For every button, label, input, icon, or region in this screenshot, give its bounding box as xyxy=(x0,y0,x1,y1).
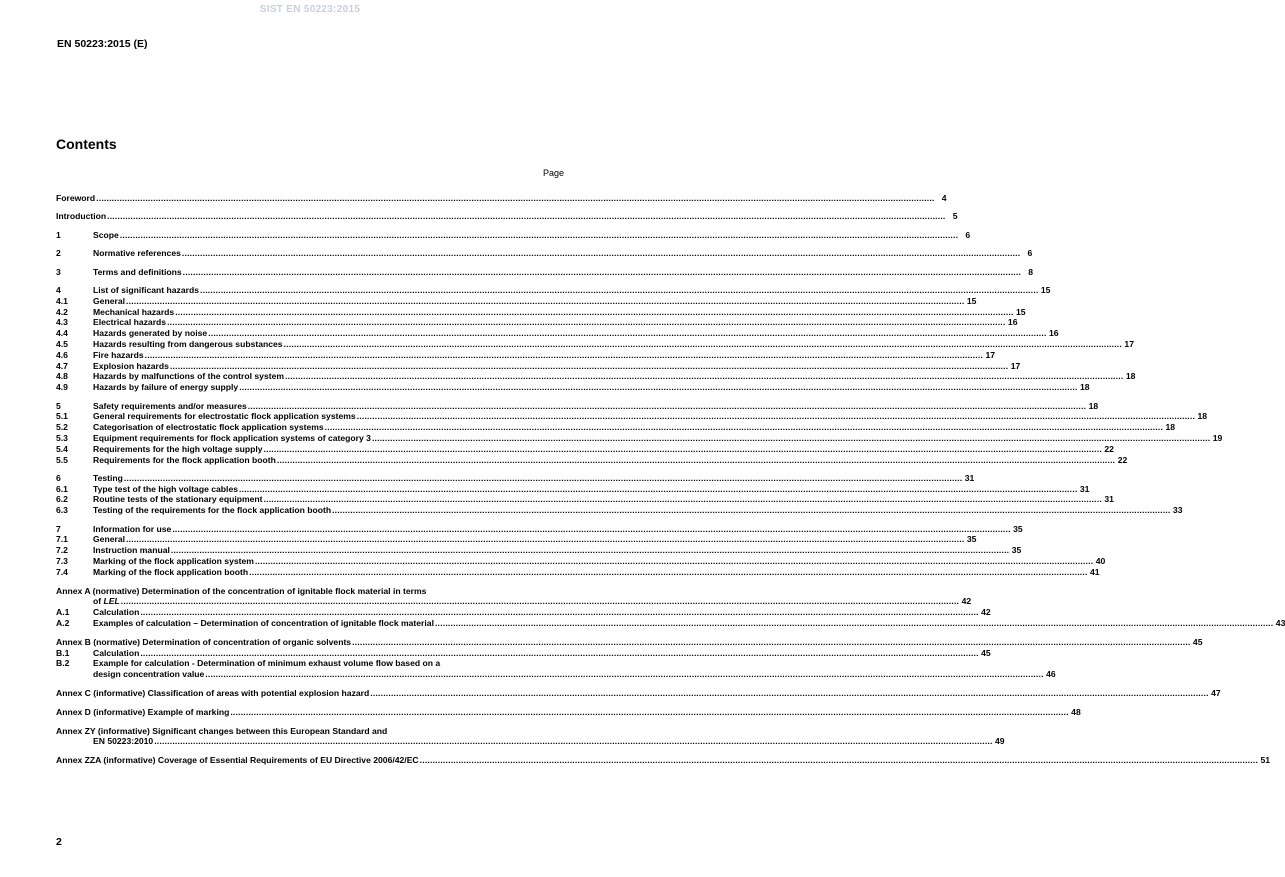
toc-page: 42 xyxy=(981,607,991,618)
toc-page: 45 xyxy=(1192,636,1203,647)
toc-title: Hazards generated by noise xyxy=(93,328,208,339)
toc-title: Routine tests of the stationary equipment xyxy=(93,494,263,505)
toc-title: Annex D (informative) Example of marking xyxy=(56,706,230,717)
dot-leader xyxy=(120,230,958,241)
dot-leader xyxy=(357,411,1195,422)
toc-number: 5.2 xyxy=(56,422,68,433)
page-number: 2 xyxy=(56,836,62,848)
toc-entry-4-9[interactable] xyxy=(56,382,1090,393)
toc-title: General requirements for electrostatic flock application systems xyxy=(93,411,356,422)
toc-title: Calculation xyxy=(93,647,140,658)
toc-title: Annex ZZA (informative) Coverage of Essential Requirements of EU Directive 2006/42/EC xyxy=(56,755,419,766)
toc-number: 4.1 xyxy=(56,295,68,306)
toc-title-continuation: design concentration value xyxy=(93,669,205,680)
toc-page: 17 xyxy=(1010,360,1021,371)
dot-leader xyxy=(264,494,1102,505)
toc-number: B.1 xyxy=(56,647,70,658)
toc-entry-5-1[interactable] xyxy=(56,411,1208,422)
toc-title-prefix: of xyxy=(93,596,104,607)
toc-title: Testing of the requirements for the flock application booth xyxy=(93,505,332,516)
toc-entry-4-5[interactable] xyxy=(56,338,1134,350)
watermark: SIST EN 50223:2015 xyxy=(259,4,361,15)
toc-title: Testing xyxy=(93,472,123,483)
dot-leader xyxy=(248,401,1086,412)
toc-number: 1 xyxy=(56,229,61,240)
toc-page: 6 xyxy=(965,229,971,240)
dot-leader xyxy=(121,596,959,607)
toc-number: A.2 xyxy=(56,618,70,629)
toc-title: Information for use xyxy=(93,523,172,534)
dot-leader xyxy=(420,755,1258,766)
toc-entry-foreword[interactable] xyxy=(56,193,947,204)
dot-leader xyxy=(255,556,1093,567)
toc-number: 4.4 xyxy=(56,328,68,339)
toc-title: Requirements for the flock application booth xyxy=(93,454,276,465)
toc-page: 18 xyxy=(1197,411,1208,422)
dot-leader xyxy=(435,618,1273,629)
toc-entry-4-7[interactable] xyxy=(56,360,1021,372)
toc-entry-b-2[interactable] xyxy=(56,658,1056,680)
toc-title: Categorisation of electrostatic flock application systems xyxy=(93,422,324,433)
toc-number: B.2 xyxy=(56,658,70,669)
toc-entry-6-3[interactable] xyxy=(56,505,1183,516)
toc-number: 4 xyxy=(56,284,61,295)
dot-leader xyxy=(208,328,1046,339)
toc-title: Hazards resulting from dangerous substances xyxy=(93,338,283,349)
toc-page: 31 xyxy=(964,472,975,483)
dot-leader xyxy=(352,637,1190,648)
toc-title: Electrical hazards xyxy=(93,317,167,328)
toc-number: 4.8 xyxy=(56,371,68,382)
toc-entry-annex-b[interactable] xyxy=(56,636,1203,648)
toc-page: 16 xyxy=(1007,317,1018,328)
toc-entry-2[interactable] xyxy=(56,248,1033,259)
toc-entry-5-3[interactable] xyxy=(56,432,1223,444)
toc-page: 40 xyxy=(1095,556,1106,567)
toc-page: 51 xyxy=(1260,755,1271,766)
toc-entry-annex-c[interactable] xyxy=(56,688,1221,699)
dot-leader xyxy=(325,422,1163,433)
toc-entry-introduction[interactable] xyxy=(56,211,958,222)
toc-page: 46 xyxy=(1046,669,1056,680)
dot-leader xyxy=(182,248,1020,259)
toc-number: 7 xyxy=(56,523,61,534)
dot-leader xyxy=(205,669,1043,680)
toc-page: 5 xyxy=(952,211,958,222)
toc-title: Scope xyxy=(93,229,119,240)
dot-leader xyxy=(171,545,1009,556)
dot-leader xyxy=(284,339,1122,350)
toc-page: 42 xyxy=(961,596,972,607)
toc-entry-5-2[interactable] xyxy=(56,422,1176,433)
toc-entry-7-4[interactable] xyxy=(56,566,1100,578)
dot-leader xyxy=(140,607,978,618)
toc-entry-1[interactable] xyxy=(56,229,971,241)
toc-entry-6[interactable] xyxy=(56,472,975,484)
toc-page: 45 xyxy=(981,647,991,658)
toc-page: 17 xyxy=(985,349,996,360)
toc-title-continuation xyxy=(93,596,120,607)
toc-title: Annex B (normative) Determination of concentration of organic solvents xyxy=(56,636,352,647)
toc-page: 4 xyxy=(941,193,947,203)
toc-page: 35 xyxy=(966,534,977,545)
toc-title: Normative references xyxy=(93,248,181,259)
toc-title: Requirements for the high voltage supply xyxy=(93,443,263,454)
toc-title: General xyxy=(93,295,126,306)
toc-title: Example for calculation - Determination of minimum exhaust volume flow based on a xyxy=(93,658,441,669)
toc-title: List of significant hazards xyxy=(93,284,200,295)
toc-entry-4-3[interactable] xyxy=(56,317,1018,328)
dot-leader xyxy=(170,361,1008,372)
toc-entry-5-4[interactable] xyxy=(56,443,1114,455)
dot-leader xyxy=(175,307,1013,318)
toc-title: Annex C (informative) Classification of areas with potential explosion hazard xyxy=(56,688,370,699)
dot-leader xyxy=(285,371,1123,382)
toc-page: 31 xyxy=(1104,494,1114,505)
toc-page: 33 xyxy=(1172,505,1183,516)
toc-page: 18 xyxy=(1125,371,1136,382)
toc-page: 18 xyxy=(1165,422,1176,433)
dot-leader xyxy=(370,688,1208,699)
toc-entry-4[interactable] xyxy=(56,284,1051,296)
dot-leader xyxy=(126,534,964,545)
toc-title-italic: LEL xyxy=(103,596,120,607)
toc-number: 4.9 xyxy=(56,382,68,393)
toc-title: Hazards by malfunctions of the control system xyxy=(93,371,285,382)
toc-page: 35 xyxy=(1011,545,1022,556)
dot-leader xyxy=(372,433,1210,444)
dot-leader xyxy=(277,455,1115,466)
toc-page: 48 xyxy=(1071,706,1081,717)
toc-title: Introduction xyxy=(56,211,107,222)
toc-title: Annex A (normative) Determination of the concentration of ignitable flock material in terms xyxy=(56,585,427,596)
toc-number: 7.2 xyxy=(56,545,68,556)
toc-page: 41 xyxy=(1090,566,1100,577)
dot-leader xyxy=(107,211,945,222)
dot-leader xyxy=(140,648,978,659)
toc-title: Fire hazards xyxy=(93,349,144,360)
table-of-contents xyxy=(56,193,1285,766)
toc-page: 18 xyxy=(1080,382,1090,393)
dot-leader xyxy=(124,473,962,484)
toc-page: 8 xyxy=(1028,266,1034,277)
dot-leader xyxy=(249,567,1087,578)
dot-leader xyxy=(200,285,1038,296)
toc-entry-7-2[interactable] xyxy=(56,545,1022,556)
toc-entry-5-5[interactable] xyxy=(56,454,1128,466)
toc-title: Examples of calculation – Determination of concentration of ignitable flock material xyxy=(93,618,434,629)
dot-leader xyxy=(239,484,1077,495)
toc-number: 6.3 xyxy=(56,505,68,516)
toc-entry-4-6[interactable] xyxy=(56,349,996,361)
toc-number: 4.6 xyxy=(56,349,68,360)
toc-page: 43 xyxy=(1275,618,1285,629)
toc-number: 4.7 xyxy=(56,360,68,371)
toc-entry-7-1[interactable] xyxy=(56,534,977,545)
toc-entry-6-2[interactable] xyxy=(56,494,1114,505)
toc-entry-5[interactable] xyxy=(56,400,1099,412)
toc-title: Safety requirements and/or measures xyxy=(93,400,247,411)
toc-title: Terms and definitions xyxy=(93,266,182,277)
toc-page: 19 xyxy=(1212,432,1223,443)
toc-entry-7[interactable] xyxy=(56,523,1023,535)
toc-entry-4-4[interactable] xyxy=(56,328,1059,339)
dot-leader xyxy=(126,296,964,307)
dot-leader xyxy=(145,350,983,361)
toc-page: 16 xyxy=(1048,328,1059,339)
toc-number: 4.5 xyxy=(56,338,68,349)
toc-entry-annex-d[interactable] xyxy=(56,706,1081,718)
toc-page: 31 xyxy=(1079,483,1090,494)
toc-title: Calculation xyxy=(93,607,140,618)
toc-page: 47 xyxy=(1211,688,1221,699)
toc-entry-4-1[interactable] xyxy=(56,295,977,307)
toc-number: 7.3 xyxy=(56,556,68,567)
toc-title: Marking of the flock application system xyxy=(93,556,254,567)
toc-number: 5 xyxy=(56,400,61,411)
toc-number: A.1 xyxy=(56,607,70,618)
toc-page: 49 xyxy=(995,736,1005,747)
toc-entry-annex-zza[interactable] xyxy=(56,755,1271,766)
toc-page: 15 xyxy=(966,295,977,306)
toc-entry-4-2[interactable] xyxy=(56,306,1026,318)
toc-title: Explosion hazards xyxy=(93,360,169,371)
toc-number: 2 xyxy=(56,248,61,259)
toc-page: 6 xyxy=(1027,248,1033,259)
toc-page: 15 xyxy=(1040,284,1051,295)
toc-page: 17 xyxy=(1124,338,1134,349)
toc-page: 15 xyxy=(1016,306,1026,317)
toc-page: 18 xyxy=(1088,400,1099,411)
toc-title: Instruction manual xyxy=(93,545,170,556)
toc-entry-6-1[interactable] xyxy=(56,483,1090,495)
toc-number: 5.5 xyxy=(56,454,68,465)
toc-entry-3[interactable] xyxy=(56,266,1034,278)
toc-entry-annex-zy[interactable] xyxy=(56,725,1005,748)
toc-title: Type test of the high voltage cables xyxy=(93,483,239,494)
toc-title-continuation: EN 50223:2010 xyxy=(93,736,154,747)
dot-leader xyxy=(332,505,1170,516)
dot-leader xyxy=(167,317,1005,328)
toc-number: 4.2 xyxy=(56,306,68,317)
toc-title: Hazards by failure of energy supply xyxy=(93,382,239,393)
toc-entry-4-8[interactable] xyxy=(56,371,1136,382)
toc-title: Annex ZY (informative) Significant changes between this European Standard and xyxy=(56,725,388,736)
dot-leader xyxy=(230,707,1068,718)
toc-number: 6.2 xyxy=(56,494,68,505)
toc-number: 6.1 xyxy=(56,483,68,494)
toc-page: 35 xyxy=(1013,523,1023,534)
toc-entry-annex-a[interactable] xyxy=(56,585,972,608)
toc-title: General xyxy=(93,534,126,545)
toc-number: 6 xyxy=(56,472,61,483)
document-id: EN 50223:2015 (E) xyxy=(57,38,148,50)
dot-leader xyxy=(183,267,1021,278)
toc-title: Equipment requirements for flock application systems of category 3 xyxy=(93,432,371,443)
toc-page: 22 xyxy=(1117,454,1128,465)
toc-entry-b-1[interactable] xyxy=(56,647,991,659)
toc-title: Marking of the flock application booth xyxy=(93,566,249,577)
toc-page: 22 xyxy=(1104,443,1114,454)
dot-leader xyxy=(264,444,1102,455)
toc-number: 5.4 xyxy=(56,443,68,454)
dot-leader xyxy=(154,736,992,747)
dot-leader xyxy=(96,193,934,204)
toc-title: Foreword xyxy=(56,193,96,203)
dot-leader xyxy=(172,524,1010,535)
toc-entry-a-2[interactable] xyxy=(56,618,1285,629)
toc-number: 5.3 xyxy=(56,432,68,443)
toc-entry-7-3[interactable] xyxy=(56,556,1106,567)
toc-title: Mechanical hazards xyxy=(93,306,175,317)
toc-number: 7.1 xyxy=(56,534,68,545)
page-title: Contents xyxy=(56,136,117,152)
toc-number: 3 xyxy=(56,266,61,277)
toc-number: 4.3 xyxy=(56,317,68,328)
page-column-label: Page xyxy=(542,168,564,178)
toc-number: 7.4 xyxy=(56,566,68,577)
toc-entry-a-1[interactable] xyxy=(56,607,991,618)
dot-leader xyxy=(239,382,1077,393)
toc-number: 5.1 xyxy=(56,411,68,422)
